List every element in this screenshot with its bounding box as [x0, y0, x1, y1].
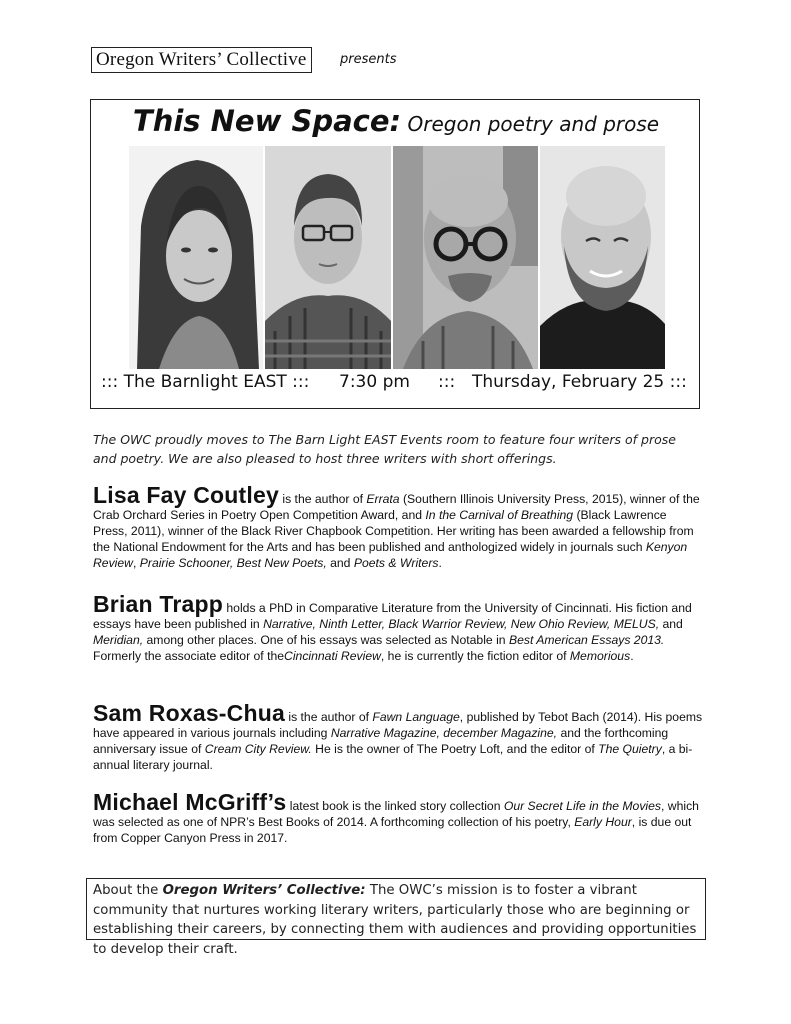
presents-label: presents: [340, 52, 397, 67]
bio-title: The Quietry: [598, 742, 662, 756]
bio-text: , a bi-annual literary journal.: [93, 742, 693, 772]
bio-text: is the author of: [278, 492, 367, 506]
about-org-name: Oregon Writers’ Collective: [162, 883, 361, 898]
bio-name: Brian Trapp: [93, 591, 224, 617]
bio-text: and: [326, 556, 354, 570]
about-text: The OWC’s mission is to foster a vibrant community that nurtures working literary writers, particularly those who are beginning or establishing their careers, by connecting them with audiences and providing opportunities to develop their craft.: [93, 883, 697, 957]
event-title-colon: :: [389, 104, 402, 138]
bio-text: is the author of: [284, 710, 373, 724]
bio-text: and the forthcoming anniversary issue of: [93, 726, 669, 756]
bio-title: Best American Essays 2013.: [508, 633, 665, 647]
author-photo-coutley: [129, 146, 263, 369]
bio-title: Cincinnati Review: [284, 649, 381, 663]
bio-title: Meridian,: [93, 633, 144, 647]
event-subtitle: Oregon poetry and prose: [401, 112, 660, 136]
bio-title: Our Secret Life in the Movies: [503, 799, 662, 813]
event-title: [91, 104, 701, 138]
event-date: Thursday, February 25 :::: [472, 372, 687, 392]
bio-name: Michael McGriff’s: [93, 789, 287, 815]
bio-title: Prairie Schooner, Best New Poets,: [139, 556, 327, 570]
event-separator: :::: [438, 372, 456, 392]
bio-text: , published by Tebot Bach (2014). His poems have appeared in various journals including: [93, 710, 703, 740]
event-time: 7:30 pm: [339, 372, 410, 392]
bio-text: latest book is the linked story collection: [286, 799, 504, 813]
bio-title: Errata: [366, 492, 400, 506]
event-banner: [90, 99, 700, 409]
bio-text: and: [659, 617, 683, 631]
author-photo-roxas-chua: [393, 146, 538, 369]
author-photo-mcgriff: [540, 146, 665, 369]
bio-text: , which was selected as one of NPR’s Best Books of 2014. A forthcoming collection of his poetry,: [93, 799, 699, 829]
bio-trapp: [93, 591, 703, 664]
bio-title: Cream City Review.: [204, 742, 312, 756]
bio-title: In the Carnival of Breathing: [425, 508, 574, 522]
bio-title: Narrative, Ninth Letter, Black Warrior Review, New Ohio Review, MELUS,: [263, 617, 660, 631]
bio-text: (Southern Illinois University Press, 2015), winner of the Crab Orchard Series in Poetry Open Competition Award, and: [93, 492, 700, 522]
about-colon: :: [360, 883, 366, 898]
bio-text: holds a PhD in Comparative Literature from the University of Cincinnati. His fiction and essays have been published in: [93, 601, 692, 631]
bio-text: among other places. One of his essays was selected as Notable in: [143, 633, 509, 647]
organization-logo-box: [91, 47, 312, 73]
bio-text: Formerly the associate editor of the: [93, 649, 285, 663]
bio-title: Kenyon Review: [93, 540, 688, 570]
bio-title: Early Hour: [574, 815, 632, 829]
about-box: [86, 878, 706, 957]
bio-text: .: [630, 649, 634, 663]
bio-text: , he is currently the fiction editor of: [380, 649, 570, 663]
event-title-main: This New Space: [132, 104, 390, 138]
bio-text: (Black Lawrence Press, 2011), winner of the Black River Chapbook Competition. Her writing has been awarded a fellowship from the National Endowment for the Arts and has been published and anthologized widely in journals such: [93, 508, 694, 554]
bio-roxas-chua: [93, 700, 703, 773]
bio-mcgriff: [93, 789, 703, 846]
author-photo-trapp: [265, 146, 391, 369]
bio-text: .: [438, 556, 442, 570]
bio-coutley: [93, 482, 703, 571]
bio-name: Lisa Fay Coutley: [93, 482, 279, 508]
bio-text: ,: [132, 556, 140, 570]
intro-paragraph: The OWC proudly moves to The Barn Light EAST Events room to feature four writers of prose and poetry. We are also pleased to host three writers with short offerings.: [93, 432, 676, 466]
bio-title: Fawn Language: [372, 710, 460, 724]
event-venue: ::: The Barnlight EAST :::: [101, 372, 310, 392]
organization-name: Oregon Writers’ Collective: [96, 49, 307, 70]
bio-title: Poets & Writers: [353, 556, 439, 570]
bio-title: Narrative Magazine, december Magazine,: [330, 726, 558, 740]
about-label: About the: [93, 883, 163, 898]
bio-text: , is due out from Copper Canyon Press in 2017.: [93, 815, 692, 845]
bio-text: He is the owner of The Poetry Loft, and the editor of: [311, 742, 599, 756]
bio-title: Memorious: [569, 649, 631, 663]
bio-name: Sam Roxas-Chua: [93, 700, 285, 726]
